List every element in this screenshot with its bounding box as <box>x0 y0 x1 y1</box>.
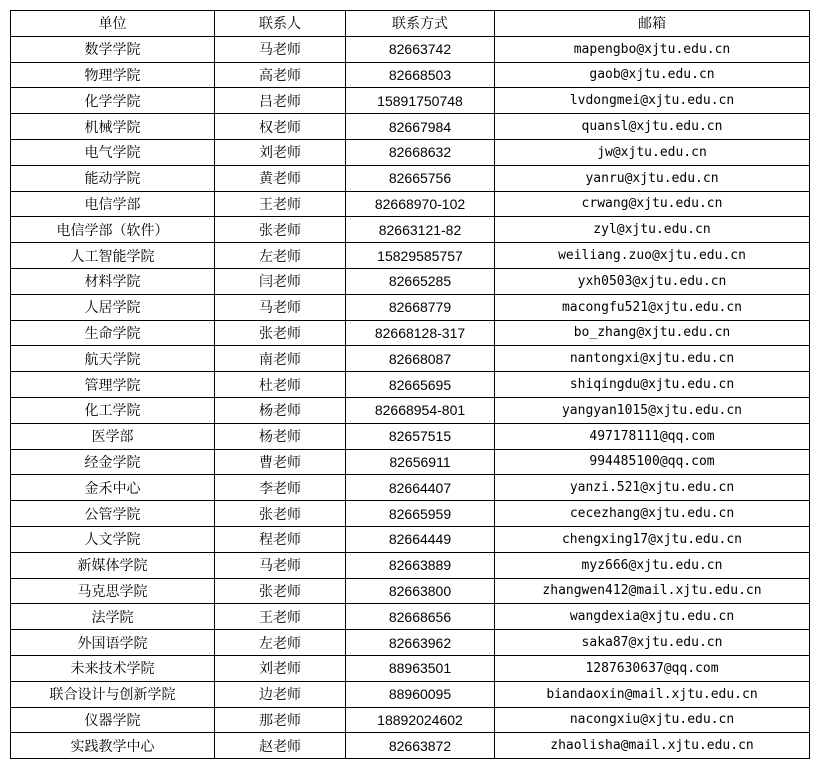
phone-cell: 88963501 <box>346 655 495 681</box>
unit-cell: 人工智能学院 <box>11 243 215 269</box>
unit-cell: 医学部 <box>11 423 215 449</box>
phone-cell: 82665695 <box>346 372 495 398</box>
table-row <box>11 449 810 475</box>
contact-person-cell: 刘老师 <box>215 139 346 165</box>
contact-person-cell: 王老师 <box>215 604 346 630</box>
contact-person-cell: 张老师 <box>215 578 346 604</box>
unit-cell: 人居学院 <box>11 294 215 320</box>
unit-cell: 公管学院 <box>11 501 215 527</box>
contact-person-cell: 那老师 <box>215 707 346 733</box>
table-row <box>11 217 810 243</box>
table-row <box>11 36 810 62</box>
unit-cell: 电气学院 <box>11 139 215 165</box>
table-row <box>11 397 810 423</box>
table-row <box>11 88 810 114</box>
unit-cell: 物理学院 <box>11 62 215 88</box>
email-cell: cecezhang@xjtu.edu.cn <box>495 501 810 527</box>
table-row <box>11 733 810 759</box>
unit-cell: 能动学院 <box>11 165 215 191</box>
contact-person-cell: 南老师 <box>215 346 346 372</box>
table-body <box>11 36 810 758</box>
contact-person-cell: 高老师 <box>215 62 346 88</box>
phone-cell: 88960095 <box>346 681 495 707</box>
phone-cell: 82668128-317 <box>346 320 495 346</box>
contact-person-cell: 马老师 <box>215 552 346 578</box>
phone-cell: 15829585757 <box>346 243 495 269</box>
table-row <box>11 191 810 217</box>
table-row <box>11 372 810 398</box>
email-cell: nacongxiu@xjtu.edu.cn <box>495 707 810 733</box>
phone-cell: 82663962 <box>346 630 495 656</box>
table-row <box>11 681 810 707</box>
unit-cell: 电信学部（软件） <box>11 217 215 243</box>
email-cell: yanzi.521@xjtu.edu.cn <box>495 475 810 501</box>
unit-cell: 实践教学中心 <box>11 733 215 759</box>
phone-cell: 82668656 <box>346 604 495 630</box>
email-cell: lvdongmei@xjtu.edu.cn <box>495 88 810 114</box>
unit-cell: 仪器学院 <box>11 707 215 733</box>
phone-cell: 82664449 <box>346 526 495 552</box>
table-row <box>11 552 810 578</box>
phone-cell: 82668954-801 <box>346 397 495 423</box>
table-row <box>11 423 810 449</box>
phone-cell: 82668779 <box>346 294 495 320</box>
table-row <box>11 578 810 604</box>
table-row <box>11 139 810 165</box>
contact-person-cell: 曹老师 <box>215 449 346 475</box>
table-row <box>11 243 810 269</box>
email-cell: macongfu521@xjtu.edu.cn <box>495 294 810 320</box>
unit-cell: 化学学院 <box>11 88 215 114</box>
email-cell: yangyan1015@xjtu.edu.cn <box>495 397 810 423</box>
email-cell: 1287630637@qq.com <box>495 655 810 681</box>
contact-person-cell: 张老师 <box>215 501 346 527</box>
phone-cell: 82665756 <box>346 165 495 191</box>
phone-cell: 82663800 <box>346 578 495 604</box>
unit-cell: 联合设计与创新学院 <box>11 681 215 707</box>
email-cell: chengxing17@xjtu.edu.cn <box>495 526 810 552</box>
email-cell: shiqingdu@xjtu.edu.cn <box>495 372 810 398</box>
unit-cell: 金禾中心 <box>11 475 215 501</box>
table-row <box>11 114 810 140</box>
unit-cell: 生命学院 <box>11 320 215 346</box>
contact-person-cell: 杨老师 <box>215 397 346 423</box>
contact-person-cell: 张老师 <box>215 217 346 243</box>
table-row <box>11 526 810 552</box>
contact-person-cell: 吕老师 <box>215 88 346 114</box>
unit-cell: 航天学院 <box>11 346 215 372</box>
unit-cell: 人文学院 <box>11 526 215 552</box>
email-cell: yxh0503@xjtu.edu.cn <box>495 268 810 294</box>
contact-person-cell: 权老师 <box>215 114 346 140</box>
unit-cell: 管理学院 <box>11 372 215 398</box>
email-cell: nantongxi@xjtu.edu.cn <box>495 346 810 372</box>
table-row <box>11 501 810 527</box>
unit-cell: 经金学院 <box>11 449 215 475</box>
table-row <box>11 630 810 656</box>
email-cell: saka87@xjtu.edu.cn <box>495 630 810 656</box>
email-cell: zhaolisha@mail.xjtu.edu.cn <box>495 733 810 759</box>
contact-person-cell: 左老师 <box>215 630 346 656</box>
table-row <box>11 707 810 733</box>
contact-person-cell: 黄老师 <box>215 165 346 191</box>
table-row <box>11 604 810 630</box>
header-unit: 单位 <box>11 11 215 37</box>
header-email: 邮箱 <box>495 11 810 37</box>
phone-cell: 82668087 <box>346 346 495 372</box>
table-header-row <box>11 11 810 37</box>
phone-cell: 82663742 <box>346 36 495 62</box>
contact-person-cell: 闫老师 <box>215 268 346 294</box>
unit-cell: 未来技术学院 <box>11 655 215 681</box>
unit-cell: 马克思学院 <box>11 578 215 604</box>
email-cell: gaob@xjtu.edu.cn <box>495 62 810 88</box>
phone-cell: 82663121-82 <box>346 217 495 243</box>
phone-cell: 82656911 <box>346 449 495 475</box>
email-cell: yanru@xjtu.edu.cn <box>495 165 810 191</box>
table-row <box>11 346 810 372</box>
contact-person-cell: 杜老师 <box>215 372 346 398</box>
contact-person-cell: 程老师 <box>215 526 346 552</box>
email-cell: myz666@xjtu.edu.cn <box>495 552 810 578</box>
table-row <box>11 165 810 191</box>
email-cell: jw@xjtu.edu.cn <box>495 139 810 165</box>
phone-cell: 82667984 <box>346 114 495 140</box>
email-cell: weiliang.zuo@xjtu.edu.cn <box>495 243 810 269</box>
contact-person-cell: 边老师 <box>215 681 346 707</box>
unit-cell: 机械学院 <box>11 114 215 140</box>
phone-cell: 82665285 <box>346 268 495 294</box>
table-row <box>11 320 810 346</box>
unit-cell: 电信学部 <box>11 191 215 217</box>
table-row <box>11 62 810 88</box>
phone-cell: 82657515 <box>346 423 495 449</box>
email-cell: quansl@xjtu.edu.cn <box>495 114 810 140</box>
email-cell: biandaoxin@mail.xjtu.edu.cn <box>495 681 810 707</box>
unit-cell: 外国语学院 <box>11 630 215 656</box>
unit-cell: 数学学院 <box>11 36 215 62</box>
unit-cell: 新媒体学院 <box>11 552 215 578</box>
email-cell: mapengbo@xjtu.edu.cn <box>495 36 810 62</box>
contact-person-cell: 马老师 <box>215 36 346 62</box>
phone-cell: 82663889 <box>346 552 495 578</box>
contact-person-cell: 张老师 <box>215 320 346 346</box>
header-contact-person: 联系人 <box>215 11 346 37</box>
unit-cell: 材料学院 <box>11 268 215 294</box>
phone-cell: 82663872 <box>346 733 495 759</box>
contact-person-cell: 李老师 <box>215 475 346 501</box>
email-cell: wangdexia@xjtu.edu.cn <box>495 604 810 630</box>
contact-person-cell: 马老师 <box>215 294 346 320</box>
contact-table <box>10 10 810 759</box>
email-cell: 497178111@qq.com <box>495 423 810 449</box>
email-cell: 994485100@qq.com <box>495 449 810 475</box>
table-row <box>11 655 810 681</box>
phone-cell: 18892024602 <box>346 707 495 733</box>
unit-cell: 化工学院 <box>11 397 215 423</box>
contact-person-cell: 杨老师 <box>215 423 346 449</box>
header-phone: 联系方式 <box>346 11 495 37</box>
table-row <box>11 294 810 320</box>
unit-cell: 法学院 <box>11 604 215 630</box>
phone-cell: 15891750748 <box>346 88 495 114</box>
contact-person-cell: 赵老师 <box>215 733 346 759</box>
phone-cell: 82668503 <box>346 62 495 88</box>
email-cell: zhangwen412@mail.xjtu.edu.cn <box>495 578 810 604</box>
email-cell: zyl@xjtu.edu.cn <box>495 217 810 243</box>
phone-cell: 82668632 <box>346 139 495 165</box>
email-cell: bo_zhang@xjtu.edu.cn <box>495 320 810 346</box>
table-row <box>11 475 810 501</box>
contact-person-cell: 刘老师 <box>215 655 346 681</box>
phone-cell: 82664407 <box>346 475 495 501</box>
table-row <box>11 268 810 294</box>
email-cell: crwang@xjtu.edu.cn <box>495 191 810 217</box>
contact-person-cell: 左老师 <box>215 243 346 269</box>
phone-cell: 82665959 <box>346 501 495 527</box>
contact-person-cell: 王老师 <box>215 191 346 217</box>
phone-cell: 82668970-102 <box>346 191 495 217</box>
